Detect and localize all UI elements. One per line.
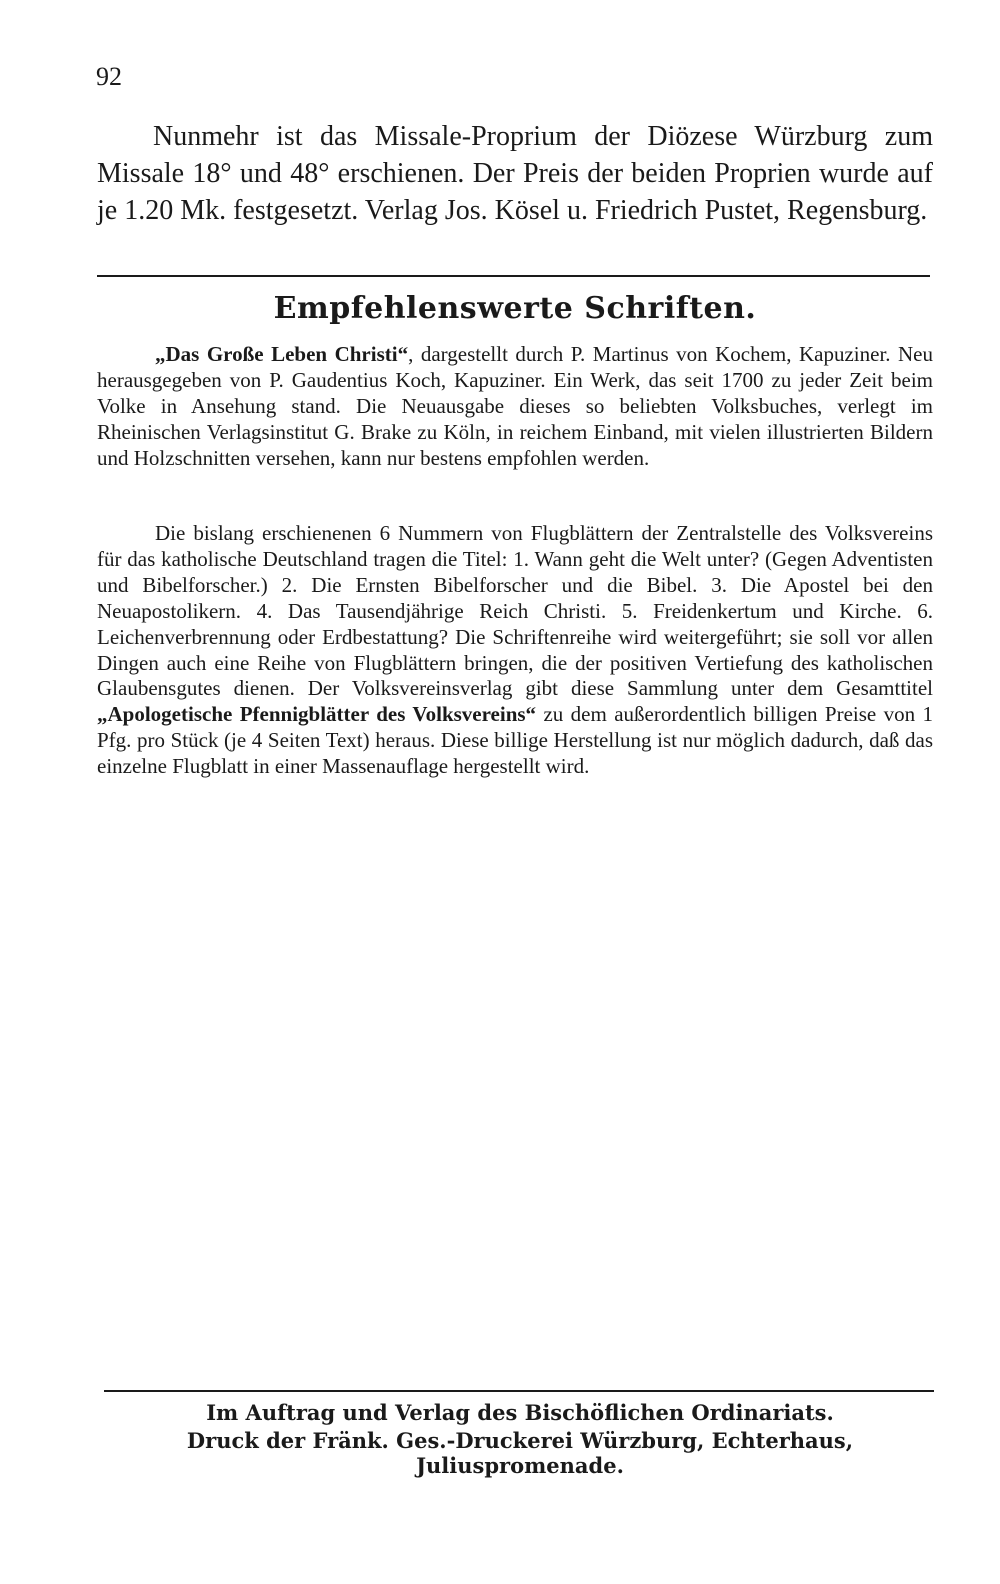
- paragraph-1-text: , dargestellt durch P. Martinus von Kochem, Kapuziner. Neu herausgegeben von P. Gaudentius Koch, Kapuziner. Ein Werk, das seit 1700 zu jeder Zeit beim Volke in Ansehung stand. Die Neuausgabe dieses so beliebten Volksbuches, verlegt im Rheinischen Verlagsinstitut G. Brake zu Köln, in reichem Einband, mit vielen illustrierten Bildern und Holzschnitten versehen, kann nur bestens empfohlen werden.: [97, 342, 933, 470]
- footer-publisher: Im Auftrag und Verlag des Bischöflichen Ordinariats.: [206, 1400, 834, 1425]
- page-number: 92: [96, 62, 122, 91]
- footer-divider: [104, 1390, 934, 1392]
- section-title: Empfehlenswerte Schriften.: [273, 291, 757, 326]
- footer-printer: Druck der Fränk. Ges.-Druckerei Würzburg, Echterhaus, Juliuspromenade.: [186, 1428, 854, 1478]
- paragraph-2: [97, 521, 933, 780]
- book-title: „Das Große Leben Christi“: [155, 342, 409, 366]
- paragraph-1: [97, 342, 933, 472]
- paragraph-2-text-before: Die bislang erschienenen 6 Nummern von Flugblättern der Zentralstelle des Volksvereins für das katholische Deutschland tragen die Titel: 1. Wann geht die Welt unter? (Gegen Adventisten und Bibelforscher.) 2. Die Ernsten Bibelforscher und die Bibel. 3. Die Apostel bei den Neuapostolikern. 4. Das Tausendjährige Reich Christi. 5. Freidenkertum und Kirche. 6. Leichenverbrennung oder Erdbestattung? Die Schriftenreihe wird weitergeführt; sie soll vor allen Dingen auch eine Reihe von Flugblättern bringen, die der positiven Vertiefung des katholischen Glaubensgutes dienen. Der Volksvereinsverlag gibt diese Sammlung unter dem Gesamttitel: [97, 521, 933, 701]
- section-divider-top: [97, 275, 930, 277]
- series-title: „Apologetische Pfennigblätter des Volksvereins“: [97, 702, 537, 727]
- intro-paragraph: Nunmehr ist das Missale-Proprium der Diözese Würzburg zum Missale 18° und 48° erschienen. Der Preis der beiden Proprien wurde auf je 1.20 Mk. festgesetzt. Verlag Jos. Kösel u. Friedrich Pustet, Regensburg.: [97, 121, 933, 226]
- paragraph-2-text-after: zu dem außerordentlich billigen Preise von 1 Pfg. pro Stück (je 4 Seiten Text) heraus. Diese billige Herstellung ist nur möglich dadurch, daß das einzelne Flugblatt in einer Massenauflage hergestellt wird.: [97, 702, 933, 779]
